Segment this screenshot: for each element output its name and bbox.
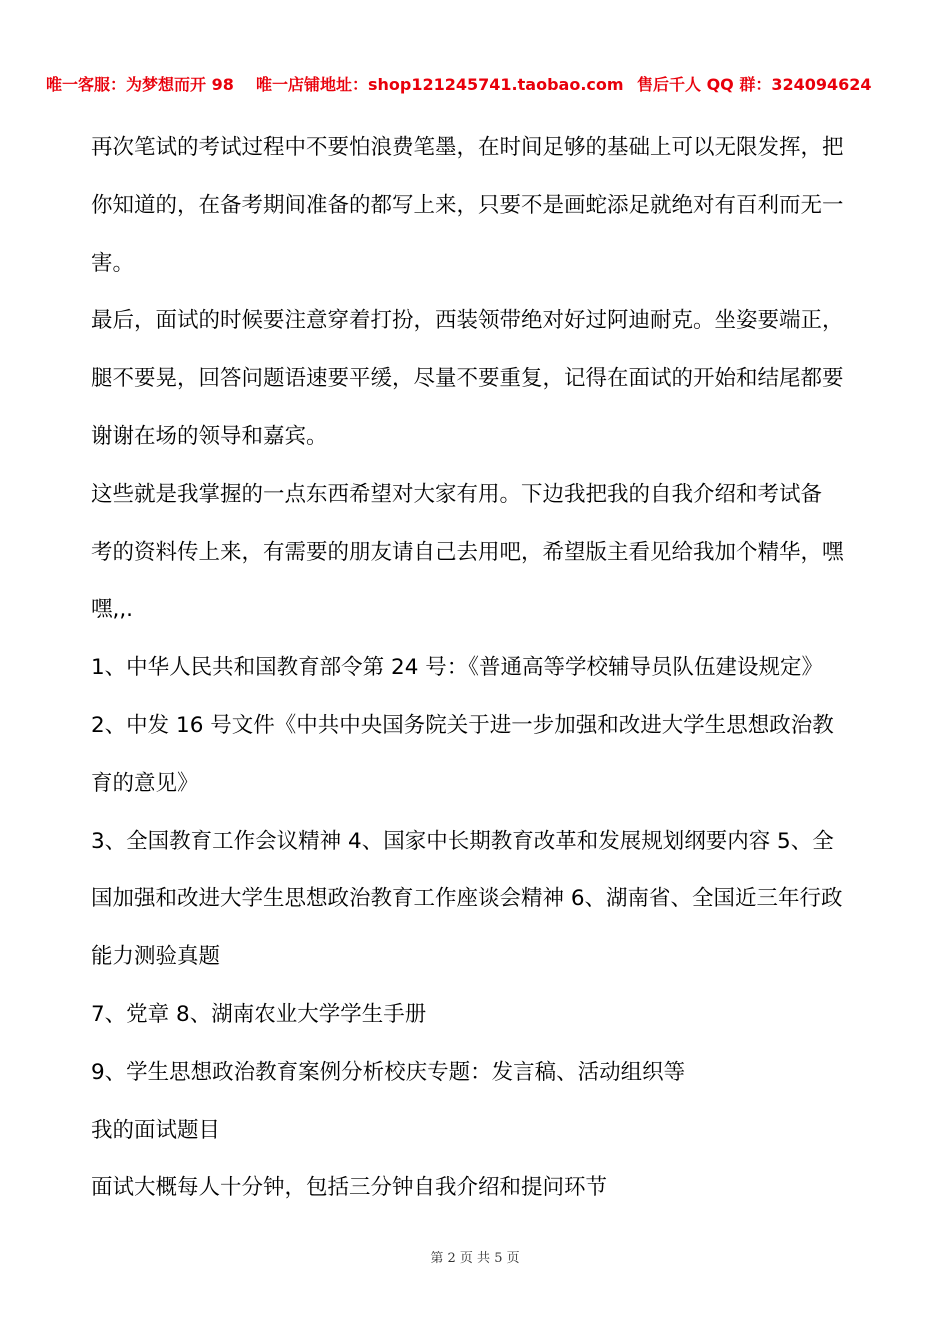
section-heading: 我的面试题目 xyxy=(91,1117,221,1143)
list-item-2-cont: 育的意见》 xyxy=(91,770,199,796)
list-item-3-cont: 能力测验真题 xyxy=(91,944,221,970)
text-line: 面试大概每人十分钟，包括三分钟自我介绍和提问环节 xyxy=(91,1175,608,1201)
list-item-9: 9、学生思想政治教育案例分析校庆专题：发言稿、活动组织等 xyxy=(91,1059,686,1085)
text-line: 你知道的，在备考期间准备的都写上来，只要不是画蛇添足就绝对有百利而无一 xyxy=(91,192,844,218)
list-item-2: 2、中发 16 号文件《中共中央国务院关于进一步加强和改进大学生思想政治教 xyxy=(91,712,834,738)
text-line: 考的资料传上来，有需要的朋友请自己去用吧，希望版主看见给我加个精华，嘿 xyxy=(91,539,844,565)
header-customer-service: 唯一客服：为梦想而开 98 xyxy=(46,75,234,94)
text-line: 再次笔试的考试过程中不要怕浪费笔墨，在时间足够的基础上可以无限发挥，把 xyxy=(91,135,844,160)
text-line: 谢谢在场的领导和嘉宾。 xyxy=(91,423,328,449)
document-body xyxy=(91,128,881,1226)
text-line: 害。 xyxy=(91,250,135,276)
page-header-banner xyxy=(0,72,950,98)
list-item-3-cont: 国加强和改进大学生思想政治教育工作座谈会精神 6、湖南省、全国近三年行政 xyxy=(91,886,843,912)
text-line: 这些就是我掌握的一点东西希望对大家有用。下边我把我的自我介绍和考试备 xyxy=(91,481,823,507)
header-shop-address: 唯一店铺地址：shop121245741.taobao.com xyxy=(256,75,624,94)
list-item-3: 3、全国教育工作会议精神 4、国家中长期教育改革和发展规划纲要内容 5、全 xyxy=(91,828,834,854)
text-line: 腿不要晃，回答问题语速要平缓，尽量不要重复，记得在面试的开始和结尾都要 xyxy=(91,366,844,392)
list-item-7: 7、党章 8、湖南农业大学学生手册 xyxy=(91,1001,427,1027)
header-qq-group: 售后千人 QQ 群：324094624 xyxy=(637,75,872,94)
list-item-1: 1、中华人民共和国教育部令第 24 号：《普通高等学校辅导员队伍建设规定》 xyxy=(91,655,823,681)
text-line: 嘿,,. xyxy=(91,597,134,623)
page-number: 第 2 页 共 5 页 xyxy=(430,1251,520,1266)
text-line: 最后，面试的时候要注意穿着打扮，西装领带绝对好过阿迪耐克。坐姿要端正， xyxy=(91,308,844,334)
